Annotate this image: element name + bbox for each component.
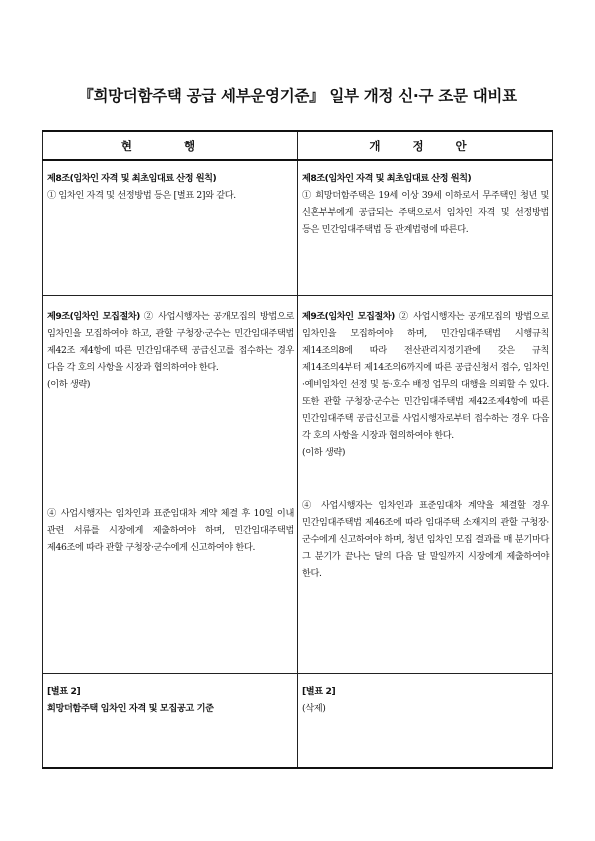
article-heading: 제8조(임차인 자격 및 최초임대료 산정 원칙) <box>302 173 472 184</box>
paragraph: ④ 사업시행자는 임차인과 표준임대차 계약 체결 후 10일 이내 관련 서류를 시장에게 제출하여야 하며, 민간임대주택법 제46조에 따라 관할 구청장·군수에게 신고하여야 한다. <box>47 507 294 553</box>
comparison-table <box>42 130 553 769</box>
current-cell <box>43 160 298 295</box>
paragraph: ② 사업시행자는 공개모집의 방법으로 임차인을 모집하여야 하며, 민간임대주택법 시행규칙 제14조의8에 따라 전산관리지정기관에 갖은 규칙 제14조의4부터 제14조의6까지에 따른 공급신청서 접수, 임차인·예비임차인 선정 및 동·호수 배정 업무의 대행을 의뢰할 수 있다. 또한 관할 구청장·군수는 민간임대주택법 제42조제4항에 따른 민간임대주택 공급신고를 사업시행자로부터 접수하는 경우 다음 각 호의 사항을 시장과 협의하여야 한다. <box>302 310 549 441</box>
page-title: 『희망더함주택 공급 세부운영기준』 일부 개정 신·구 조문 대비표 <box>78 87 517 105</box>
deleted-note: (삭제) <box>302 702 326 714</box>
article-heading: 제9조(임차인 모집절차) <box>302 310 395 322</box>
table-row <box>43 160 553 295</box>
article-heading: 제9조(임차인 모집절차) <box>47 310 140 322</box>
omitted-note: (이하 생략) <box>302 446 346 458</box>
omitted-note: (이하 생략) <box>47 378 91 390</box>
revised-cell <box>298 295 553 673</box>
revised-cell <box>298 673 553 768</box>
current-cell <box>43 673 298 768</box>
table-row <box>43 295 553 673</box>
appendix-heading: [별표 2] <box>47 685 81 697</box>
revised-cell <box>298 160 553 295</box>
appendix-title: 희망더함주택 임차인 자격 및 모집공고 기준 <box>47 702 214 714</box>
paragraph: ④ 사업시행자는 임차인과 표준임대차 계약을 체결할 경우 민간임대주택법 제46조에 따라 임대주택 소재지의 관할 구청장·군수에게 신고하여야 하며, 청년 임차인 모집 결과를 매 분기마다 그 분기가 끝나는 달의 다음 달 말일까지 시장에게 제출하여야 한다. <box>302 499 549 579</box>
table-row <box>43 673 553 768</box>
current-cell <box>43 295 298 673</box>
appendix-heading: [별표 2] <box>302 685 336 697</box>
table-header-row <box>43 131 553 160</box>
article-heading: 제8조(임차인 자격 및 최초임대료 산정 원칙) <box>47 173 217 184</box>
paragraph: ① 희망더함주택은 19세 이상 39세 이하로서 무주택인 청년 및 신혼부부에게 공급되는 주택으로서 임차인 자격 및 선정방법 등은 민간임대주택법 등 관계법령에 따른다. <box>302 190 549 235</box>
paragraph: ① 임차인 자격 및 선정방법 등은 [별표 2]와 같다. <box>47 190 236 201</box>
header-revised: 개 정 안 <box>298 131 553 160</box>
paragraph: ② 사업시행자는 공개모집의 방법으로 임차인을 모집하여야 하고, 관할 구청장·군수는 민간임대주택법 제42조 제4항에 따른 민간임대주택 공급신고를 접수하는 경우 다음 각 호의 사항을 시장과 협의하여야 한다. <box>47 310 294 373</box>
header-current: 현 행 <box>43 131 298 160</box>
